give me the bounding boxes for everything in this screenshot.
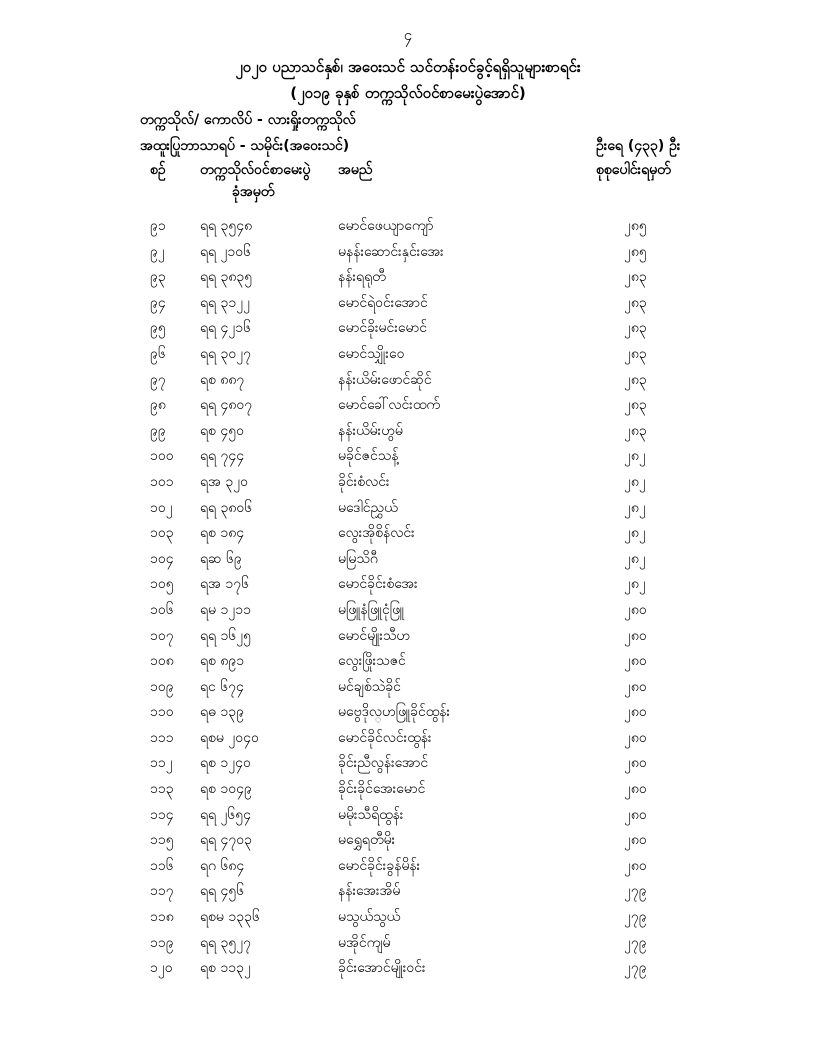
page-number: ၄ xyxy=(403,26,413,44)
table-row xyxy=(0,878,816,904)
total-marks: ၂၈၃ xyxy=(624,294,647,311)
roll-number: ရဆ ၆၉ xyxy=(200,550,242,567)
row-number: ၉၇ xyxy=(150,371,166,388)
roll-number: ရစ ၁၈၄ xyxy=(200,525,245,542)
total-marks: ၂၈၀ xyxy=(624,729,647,746)
student-name: မအိုင်ကျမ် xyxy=(338,934,391,951)
roll-number: ရဓ ၁၃၉ xyxy=(200,704,244,721)
total-marks: ၂၈၃ xyxy=(624,371,647,388)
total-marks: ၂၇၉ xyxy=(624,909,647,926)
roll-number: ရရ ၃၀၂၇ xyxy=(200,345,252,362)
roll-number: ရရ ၂၁၀၆ xyxy=(200,243,252,260)
student-list xyxy=(0,213,816,981)
total-marks: ၂၈၂ xyxy=(624,499,646,516)
roll-number: ရအ ၃၂၀ xyxy=(200,473,248,490)
row-number: ၁၁၉ xyxy=(150,934,174,951)
total-marks: ၂၈၅ xyxy=(624,218,647,234)
student-name: မဒေါင်ညွှယ် xyxy=(338,499,398,516)
document-title: ၂၀၂၀ ပညာသင်နှစ်၊ အဝေးသင် သင်တန်းဝင်ခွင့်ရရှိသူများစာရင်း xyxy=(235,58,581,76)
row-number: ၁၀၃ xyxy=(150,525,174,542)
total-marks: ၂၈၃ xyxy=(624,422,647,439)
row-number: ၁၁၈ xyxy=(150,909,174,926)
table-row xyxy=(0,674,816,700)
roll-number: ရင ၆၇၄ xyxy=(200,678,244,695)
row-number: ၁၀၈ xyxy=(150,653,174,670)
row-number: ၁၁၂ xyxy=(150,755,173,772)
table-row xyxy=(0,367,816,393)
student-name: မောင်ခေါ်လင်းထက် xyxy=(338,397,441,414)
total-marks: ၂၈၀ xyxy=(624,627,647,644)
student-name: မောင်သျှိုးဝေ xyxy=(338,345,405,362)
row-number: ၁၁၁ xyxy=(150,729,174,746)
table-row xyxy=(0,495,816,521)
table-row xyxy=(0,418,816,444)
header-name: အမည် xyxy=(338,162,373,178)
table-row xyxy=(0,725,816,751)
row-number: ၉၅ xyxy=(150,320,166,337)
roll-number: ရရ ၄၇၀၃ xyxy=(200,832,253,849)
roll-number: ရစ ၁၂၄၀ xyxy=(200,755,251,772)
table-row xyxy=(0,469,816,495)
total-marks: ၂၈၀ xyxy=(624,781,647,798)
student-name: မသွယ်သွယ် xyxy=(338,909,401,926)
table-row xyxy=(0,213,816,239)
header-total-marks: စုစုပေါင်းရမှတ် xyxy=(596,162,671,178)
total-marks: ၂၇၉ xyxy=(624,960,647,977)
roll-number: ရရ ၁၆၂၅ xyxy=(200,627,252,644)
roll-number: ရရ ၃၈၃၅ xyxy=(200,269,253,286)
table-row xyxy=(0,546,816,572)
table-row xyxy=(0,315,816,341)
row-number: ၉၂ xyxy=(150,243,165,260)
student-name: မောင်မျိုးသီဟ xyxy=(338,627,411,644)
table-row xyxy=(0,264,816,290)
roll-number: ရစမ ၂၀၄၀ xyxy=(200,729,259,746)
table-row xyxy=(0,341,816,367)
student-name: မောင်ခိုင်လင်းထွန်း xyxy=(338,729,432,746)
table-row xyxy=(0,827,816,853)
student-name: မရွှေရတီမိုး xyxy=(338,832,396,849)
row-number: ၉၆ xyxy=(150,345,166,362)
table-row xyxy=(0,239,816,265)
university-line: တက္ကသိုလ်/ ကောလိပ် - လားရှိုးတက္ကသိုလ် xyxy=(140,112,356,128)
table-row xyxy=(0,699,816,725)
header-roll-number: တက္ကသိုလ်ဝင်စာမေးပွဲ xyxy=(200,162,311,178)
total-marks: ၂၈၀ xyxy=(624,601,647,618)
total-marks: ၂၇၉ xyxy=(624,883,647,900)
total-marks: ၂၈၀ xyxy=(624,678,647,695)
row-number: ၁၁၆ xyxy=(150,857,174,874)
student-name: မခိုင်ဇင်သန့် xyxy=(338,448,399,465)
roll-number: ရအ ၁၇၆ xyxy=(200,576,249,593)
table-row xyxy=(0,648,816,674)
row-number: ၁၀၆ xyxy=(150,601,174,618)
roll-number: ရစ ၁၀၄၉ xyxy=(200,781,252,798)
row-number: ၁၀၁ xyxy=(150,473,174,490)
roll-number: ရရ ၃၈၀၆ xyxy=(200,499,253,516)
total-marks: ၂၈၀ xyxy=(624,704,647,721)
total-marks: ၂၈၀ xyxy=(624,806,647,823)
roll-number: ရရ ၇၄၄ xyxy=(200,448,245,465)
total-marks: ၂၈၃ xyxy=(624,320,647,337)
total-marks: ၂၇၉ xyxy=(624,934,647,951)
student-name: နန်းယိမ်းဖောင်ဆိုင် xyxy=(338,371,432,388)
table-row xyxy=(0,290,816,316)
row-number: ၁၀၀ xyxy=(150,448,174,465)
table-row xyxy=(0,802,816,828)
total-marks: ၂၈၀ xyxy=(624,832,647,849)
student-name: မမိုးသီရိထွန်း xyxy=(338,806,404,823)
student-name: ခိုင်းညီလွန်းအောင် xyxy=(338,755,429,772)
roll-number: ရရ ၄၅၆ xyxy=(200,883,245,900)
header-no: စဉ် xyxy=(150,162,166,178)
roll-number: ရရ ၂၆၅၄ xyxy=(200,806,252,823)
table-row xyxy=(0,443,816,469)
total-marks: ၂၈၃ xyxy=(624,397,647,414)
student-name: မောင်ဖေယျာကျော် xyxy=(338,218,434,234)
roll-number: ရရ ၃၅၄၈ xyxy=(200,218,253,234)
roll-number: ရမ ၁၂၁၁ xyxy=(200,601,251,618)
header-roll-number-line-2: ခုံအမှတ် xyxy=(232,184,275,200)
table-row xyxy=(0,392,816,418)
student-name: မင်ချစ်သဲခိုင် xyxy=(338,678,401,695)
student-name: မဗွေဒိုလ္ဟဖြူခိုင်ထွန်း xyxy=(338,704,451,721)
total-marks: ၂၈၂ xyxy=(624,576,646,593)
student-name: လွေးဖြိုးသဇင် xyxy=(338,653,406,670)
major-line: အထူးပြုဘာသာရပ် - သမိုင်း(အဝေးသင်) xyxy=(140,138,350,154)
student-name: ခိုင်းခိုင်အေးမောင် xyxy=(338,781,426,798)
total-marks: ၂၈၃ xyxy=(624,345,647,362)
row-number: ၁၂၀ xyxy=(150,960,173,977)
total-marks: ၂၈၀ xyxy=(624,653,647,670)
table-row xyxy=(0,853,816,879)
student-name: မဖြူနံဖြူငုံဖြူ xyxy=(338,601,405,618)
table-row xyxy=(0,623,816,649)
student-name: လွေးအိုစိန်လင်း xyxy=(338,525,415,542)
table-row xyxy=(0,904,816,930)
row-number: ၉၁ xyxy=(150,218,166,234)
row-number: ၉၉ xyxy=(150,422,166,439)
student-name: နန်းယိမ်းဟွမ် xyxy=(338,422,403,439)
roll-number: ရစ ၄၅၀ xyxy=(200,422,244,439)
student-name: မောင်ခိုင်းခွန်မိန်း xyxy=(338,857,421,874)
table-row xyxy=(0,955,816,981)
student-name: မမြသိဂီ xyxy=(338,550,378,567)
table-row xyxy=(0,597,816,623)
student-name: ခိုင်းစံလင်း xyxy=(338,473,390,490)
roll-number: ရရ ၃၁၂၂ xyxy=(200,294,251,311)
table-row xyxy=(0,571,816,597)
row-number: ၁၁၇ xyxy=(150,883,174,900)
row-number: ၁၁၅ xyxy=(150,832,174,849)
table-row xyxy=(0,520,816,546)
student-name: မောင်ခိုင်းစံအေး xyxy=(338,576,418,593)
roll-number: ရစ ၈၉၁ xyxy=(200,653,245,670)
student-name: နန်းရရုတီ xyxy=(338,269,386,286)
row-number: ၁၀၄ xyxy=(150,550,174,567)
row-number: ၁၁၃ xyxy=(150,781,174,798)
total-marks: ၂၈၂ xyxy=(624,525,646,542)
total-marks: ၂၈၀ xyxy=(624,755,647,772)
roll-number: ရရ ၄၂၁၆ xyxy=(200,320,252,337)
student-name: မနန်းဆောင်းနှင်းအေး xyxy=(338,243,444,260)
total-marks: ၂၈၃ xyxy=(624,269,647,286)
row-number: ၉၈ xyxy=(150,397,166,414)
student-name: နန်းအေးအိမ် xyxy=(338,883,401,900)
row-number: ၉၄ xyxy=(150,294,166,311)
student-name: မောင်ရဲဝင်းအောင် xyxy=(338,294,428,311)
document-subtitle: (၂၀၁၉ ခုနှစ် တက္ကသိုလ်ဝင်စာမေးပွဲအောင်) xyxy=(290,84,526,102)
row-number: ၁၁၄ xyxy=(150,806,174,823)
total-marks: ၂၈၀ xyxy=(624,857,647,874)
row-number: ၁၀၂ xyxy=(150,499,173,516)
roll-number: ရဂ ၆၈၄ xyxy=(200,857,245,874)
roll-number: ရရ ၃၅၂၇ xyxy=(200,934,252,951)
student-name: မောင်ခိုးမင်းမောင် xyxy=(338,320,427,337)
row-number: ၁၀၅ xyxy=(150,576,174,593)
row-number: ၁၁၀ xyxy=(150,704,174,721)
row-number: ၉၃ xyxy=(150,269,166,286)
row-number: ၁၀၇ xyxy=(150,627,174,644)
roll-number: ရစ ၈၈၇ xyxy=(200,371,245,388)
roll-number: ရရ ၄၈၀၇ xyxy=(200,397,253,414)
total-marks: ၂၈၅ xyxy=(624,243,647,260)
roll-number: ရစမ ၁၃၃၆ xyxy=(200,909,260,926)
total-marks: ၂၈၂ xyxy=(624,473,646,490)
total-marks: ၂၈၂ xyxy=(624,448,646,465)
row-number: ၁၀၉ xyxy=(150,678,174,695)
roll-number: ရစ ၁၁၃၂ xyxy=(200,960,251,977)
total-count: ဦးရေ (၄၃၃) ဦး xyxy=(596,138,681,154)
table-row xyxy=(0,776,816,802)
student-name: ခိုင်းအောင်မျိုးဝင်း xyxy=(338,960,426,977)
table-row xyxy=(0,750,816,776)
table-row xyxy=(0,930,816,956)
total-marks: ၂၈၂ xyxy=(624,550,646,567)
